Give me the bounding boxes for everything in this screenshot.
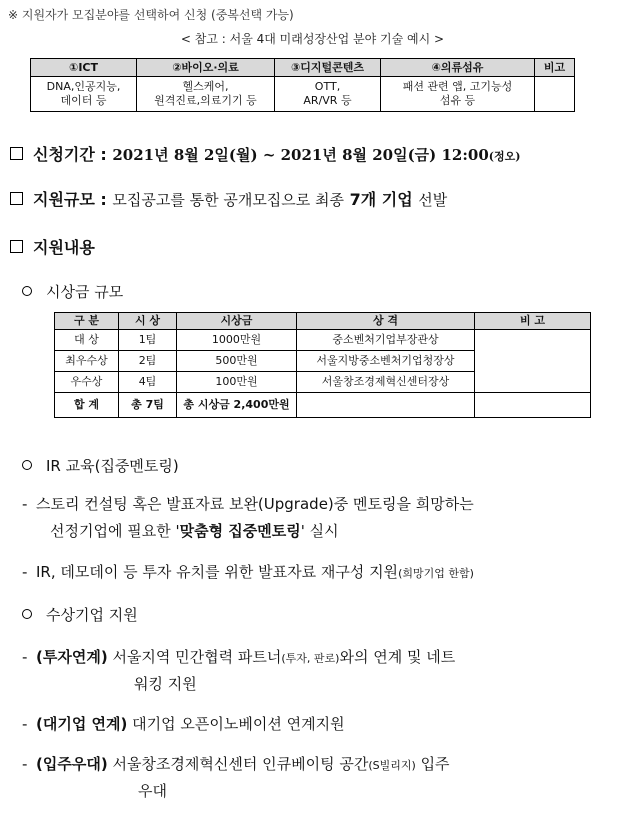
checkbox-square-icon xyxy=(10,147,23,160)
apply-period-value: 2021년 8월 2일(월) ~ 2021년 8월 20일(금) 12:00 xyxy=(112,146,489,164)
support-content-heading: 지원내용 xyxy=(10,235,95,258)
header-award-title: 상 격 xyxy=(297,313,475,330)
support-scale-line xyxy=(10,187,447,210)
prize-heading: 시상금 규모 xyxy=(22,281,123,302)
reference-caption: < 참고 : 서울 4대 미래성장산업 분야 기술 예시 > xyxy=(180,32,445,46)
table-row xyxy=(55,330,591,351)
support-scale-bold: 7개 기업 xyxy=(349,190,413,209)
header-ict: ①ICT xyxy=(31,59,137,77)
cell: 500만원 xyxy=(177,351,297,372)
apply-period-label: 신청기간 : xyxy=(33,145,107,164)
apply-period-suffix: (정오) xyxy=(488,150,521,163)
cell: 대 상 xyxy=(55,330,119,351)
cell: 4팀 xyxy=(119,372,177,393)
checkbox-square-icon xyxy=(10,240,23,253)
cell: 총 7팀 xyxy=(119,393,177,418)
apply-period-line xyxy=(10,142,520,165)
checkbox-square-icon xyxy=(10,192,23,205)
header-digital: ③디지털콘텐츠 xyxy=(275,59,381,77)
ir-line-2: 선정기업에 필요한 '맞춤형 집중멘토링' 실시 xyxy=(50,522,339,540)
award-item-enterprise: - (대기업 연계) 대기업 오픈이노베이션 연계지원 xyxy=(22,715,345,733)
cell: 1팀 xyxy=(119,330,177,351)
header-bio: ②바이오·의료 xyxy=(137,59,275,77)
award-item-investment-line2: 워킹 지원 xyxy=(134,675,197,693)
total-row xyxy=(55,393,591,418)
award-item-residency: - (입주우대) 서울창조경제혁신센터 인큐베이팅 공간(S빌리지) 입주 xyxy=(22,755,450,773)
header-remark: 비고 xyxy=(535,59,575,77)
header-prize-money: 시상금 xyxy=(177,313,297,330)
ir-line-1: - 스토리 컨설팅 혹은 발표자료 보완(Upgrade)중 멘토링을 희망하는 xyxy=(22,495,474,513)
prize-table xyxy=(54,312,591,418)
cell: 서울지방중소벤처기업청장상 xyxy=(297,351,475,372)
cell: 100만원 xyxy=(177,372,297,393)
award-support-heading: 수상기업 지원 xyxy=(22,604,138,625)
cell xyxy=(297,393,475,418)
cell-ict: DNA,인공지능, 데이터 등 xyxy=(31,77,137,112)
circle-bullet-icon xyxy=(22,609,32,619)
cell: 우수상 xyxy=(55,372,119,393)
ir-heading: IR 교육(집중멘토링) xyxy=(22,455,179,476)
support-scale-after: 선발 xyxy=(418,191,448,209)
award-item-residency-line2: 우대 xyxy=(138,782,167,800)
circle-bullet-icon xyxy=(22,460,32,470)
cell: 합 계 xyxy=(55,393,119,418)
award-item-investment: - (투자연계) 서울지역 민간협력 파트너(투자, 판로)와의 연계 및 네트 xyxy=(22,648,456,666)
cell: 서울창조경제혁신센터장상 xyxy=(297,372,475,393)
cell-remark xyxy=(535,77,575,112)
circle-bullet-icon xyxy=(22,286,32,296)
table-header-row xyxy=(31,59,575,77)
table-row xyxy=(31,77,575,112)
cell: 2팀 xyxy=(119,351,177,372)
support-scale-label: 지원규모 : xyxy=(33,190,107,209)
cell: 최우수상 xyxy=(55,351,119,372)
cell xyxy=(475,393,591,418)
tech-fields-table xyxy=(30,58,575,112)
cell-fashion: 패션 관련 앱, 고기능성 섬유 등 xyxy=(381,77,535,112)
cell-bio: 헬스케어, 원격진료,의료기기 등 xyxy=(137,77,275,112)
ir-line-3: - IR, 데모데이 등 투자 유치를 위한 발표자료 재구성 지원(희망기업 한함) xyxy=(22,563,474,581)
remark-cell xyxy=(475,330,591,393)
header-remark: 비 고 xyxy=(475,313,591,330)
table-header-row xyxy=(55,313,591,330)
cell: 중소벤처기업부장관상 xyxy=(297,330,475,351)
cell-digital: OTT, AR/VR 등 xyxy=(275,77,381,112)
header-fashion: ④의류섬유 xyxy=(381,59,535,77)
header-category: 구 분 xyxy=(55,313,119,330)
cell: 1000만원 xyxy=(177,330,297,351)
cell: 총 시상금 2,400만원 xyxy=(177,393,297,418)
support-scale-text: 모집공고를 통한 공개모집으로 최종 xyxy=(112,191,345,209)
selection-note: ※ 지원자가 모집분야를 선택하여 신청 (중복선택 가능) xyxy=(8,8,294,22)
header-award: 시 상 xyxy=(119,313,177,330)
